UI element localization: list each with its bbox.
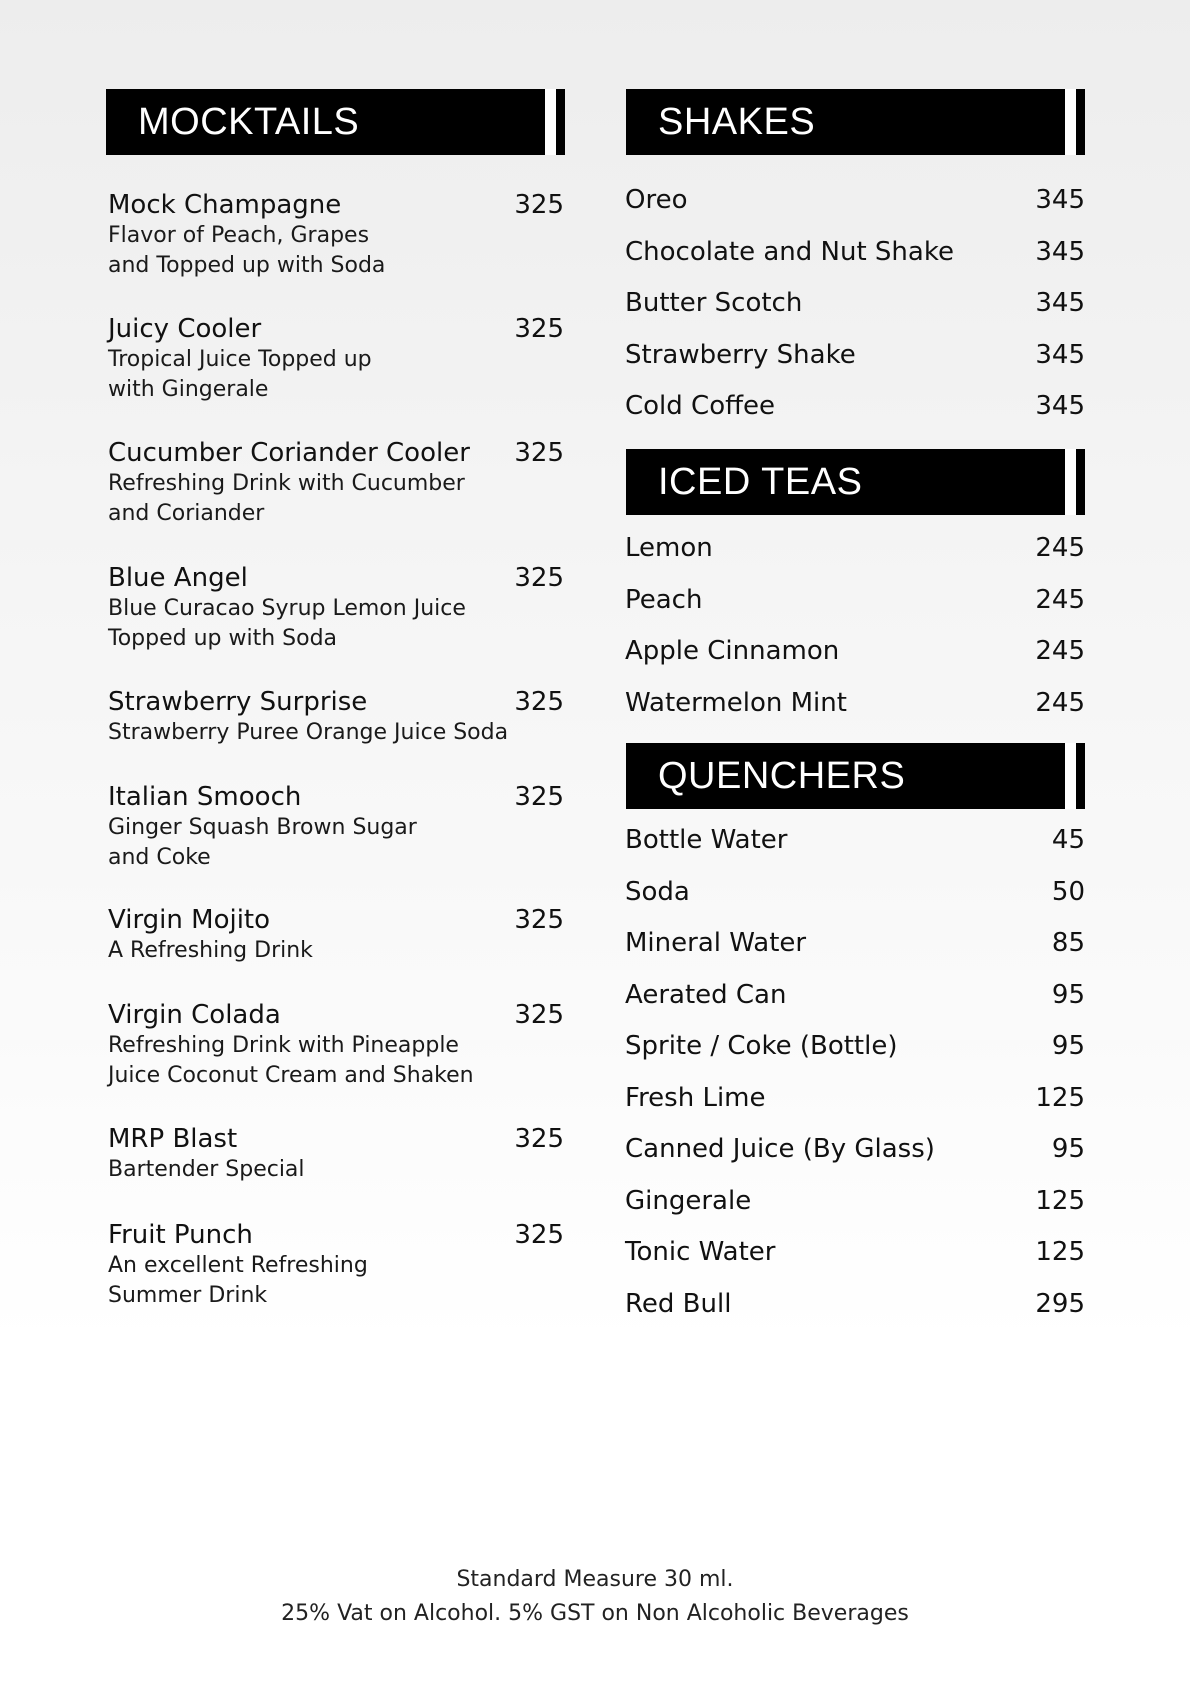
item-description: Summer Drink [108, 1283, 268, 1308]
item-name: Aerated Can [625, 979, 787, 1010]
menu-item [625, 1237, 1085, 1289]
menu-item [625, 928, 1085, 980]
item-price: 95 [1051, 1031, 1085, 1061]
item-price: 245 [1035, 533, 1085, 563]
item-name: Fresh Lime [625, 1082, 766, 1113]
item-price: 125 [1035, 1185, 1085, 1216]
item-name: Italian Smooch [108, 782, 302, 812]
item-price: 325 [514, 438, 564, 468]
footer-note [0, 1563, 1190, 1631]
menu-item [108, 687, 564, 782]
item-description: Tropical Juice Topped up [108, 347, 372, 372]
item-price: 325 [514, 563, 564, 593]
shakes-header [626, 89, 1085, 155]
menu-item [625, 877, 1085, 929]
item-name: Gingerale [625, 1185, 752, 1216]
item-price: 95 [1051, 979, 1085, 1010]
footer-tax-note: 25% Vat on Alcohol. 5% GST on Non Alcoholic Beverages [281, 1601, 909, 1626]
item-description: An excellent Refreshing [108, 1253, 368, 1278]
mocktails-header [106, 89, 565, 155]
item-name: Sprite / Coke (Bottle) [625, 1031, 898, 1061]
menu-item [625, 1031, 1085, 1083]
menu-item [108, 1124, 564, 1220]
iced-teas-title: ICED TEAS [658, 461, 863, 503]
menu-item [625, 980, 1085, 1032]
item-description: Flavor of Peach, Grapes [108, 223, 370, 248]
menu-item [108, 314, 564, 438]
item-description: and Topped up with Soda [108, 253, 386, 278]
menu-item [625, 533, 1085, 585]
item-price: 345 [1035, 236, 1085, 267]
item-description: and Coriander [108, 501, 265, 526]
item-name: Virgin Colada [108, 1000, 281, 1030]
item-price: 50 [1051, 876, 1085, 907]
menu-item [625, 288, 1085, 340]
iced-teas-list [625, 533, 1085, 739]
header-stripe [1065, 743, 1067, 809]
item-name: Strawberry Shake [625, 339, 856, 370]
item-price: 325 [514, 687, 564, 717]
header-stripe [1065, 449, 1067, 515]
menu-item [625, 585, 1085, 637]
item-name: Bottle Water [625, 825, 788, 855]
mocktails-title: MOCKTAILS [138, 101, 360, 143]
item-name: Mineral Water [625, 928, 807, 958]
item-description: Blue Curacao Syrup Lemon Juice [108, 596, 466, 621]
item-name: MRP Blast [108, 1124, 238, 1154]
mocktails-list [108, 190, 564, 1344]
item-price: 345 [1035, 391, 1085, 421]
menu-item [625, 391, 1085, 443]
item-name: Watermelon Mint [625, 687, 847, 718]
item-name: Mock Champagne [108, 190, 342, 220]
item-name: Fruit Punch [108, 1220, 253, 1250]
menu-item [108, 905, 564, 1000]
menu-item [108, 782, 564, 905]
menu-item [625, 1134, 1085, 1186]
quenchers-list [625, 825, 1085, 1340]
item-description: Bartender Special [108, 1157, 305, 1182]
item-price: 245 [1035, 636, 1085, 666]
item-name: Chocolate and Nut Shake [625, 236, 954, 267]
shakes-title: SHAKES [658, 101, 816, 143]
menu-item [625, 1289, 1085, 1341]
item-price: 295 [1035, 1288, 1085, 1319]
item-description: with Gingerale [108, 377, 269, 402]
shakes-list [625, 185, 1085, 443]
menu-item [625, 636, 1085, 688]
item-price: 325 [514, 905, 564, 935]
item-price: 325 [514, 1220, 564, 1250]
item-price: 325 [514, 782, 564, 812]
item-name: Cucumber Coriander Cooler [108, 438, 470, 468]
item-name: Lemon [625, 533, 713, 563]
item-name: Tonic Water [625, 1237, 776, 1267]
item-price: 45 [1051, 825, 1085, 855]
iced-teas-header [626, 449, 1085, 515]
menu-item [625, 237, 1085, 289]
item-name: Canned Juice (By Glass) [625, 1134, 935, 1164]
menu-item [108, 1220, 564, 1344]
item-description: Juice Coconut Cream and Shaken [108, 1063, 474, 1088]
menu-item [625, 825, 1085, 877]
item-name: Peach [625, 584, 703, 615]
item-price: 325 [514, 190, 564, 220]
item-price: 125 [1035, 1082, 1085, 1113]
item-description: Refreshing Drink with Cucumber [108, 471, 465, 496]
quenchers-title: QUENCHERS [658, 755, 906, 797]
item-description: Refreshing Drink with Pineapple [108, 1033, 459, 1058]
item-description: and Coke [108, 845, 211, 870]
item-price: 95 [1051, 1134, 1085, 1164]
header-stripe [545, 89, 547, 155]
menu-item [108, 563, 564, 687]
footer-measure: Standard Measure 30 ml. [456, 1567, 734, 1592]
item-price: 245 [1035, 687, 1085, 718]
item-price: 345 [1035, 339, 1085, 370]
menu-item [108, 438, 564, 563]
menu-item [625, 688, 1085, 740]
menu-item [108, 190, 564, 314]
menu-item [108, 1000, 564, 1124]
item-description: Strawberry Puree Orange Juice Soda [108, 720, 509, 745]
item-name: Cold Coffee [625, 391, 776, 421]
item-price: 345 [1035, 185, 1085, 215]
item-price: 245 [1035, 584, 1085, 615]
header-stripe [1065, 89, 1067, 155]
item-price: 325 [514, 1124, 564, 1154]
item-price: 325 [514, 1000, 564, 1030]
item-name: Virgin Mojito [108, 905, 271, 935]
item-name: Blue Angel [108, 563, 248, 593]
item-name: Red Bull [625, 1288, 732, 1319]
menu-item [625, 1186, 1085, 1238]
item-description: Topped up with Soda [108, 626, 338, 651]
item-price: 125 [1035, 1237, 1085, 1267]
item-description: Ginger Squash Brown Sugar [108, 815, 417, 840]
item-name: Oreo [625, 185, 688, 215]
item-name: Strawberry Surprise [108, 687, 368, 717]
item-name: Soda [625, 876, 690, 907]
item-name: Butter Scotch [625, 288, 803, 318]
item-description: A Refreshing Drink [108, 938, 313, 963]
item-price: 345 [1035, 288, 1085, 318]
menu-item [625, 1083, 1085, 1135]
menu-item [625, 185, 1085, 237]
item-price: 325 [514, 314, 564, 344]
item-price: 85 [1051, 928, 1085, 958]
item-name: Juicy Cooler [108, 314, 262, 344]
quenchers-header [626, 743, 1085, 809]
menu-item [625, 340, 1085, 392]
item-name: Apple Cinnamon [625, 636, 840, 666]
